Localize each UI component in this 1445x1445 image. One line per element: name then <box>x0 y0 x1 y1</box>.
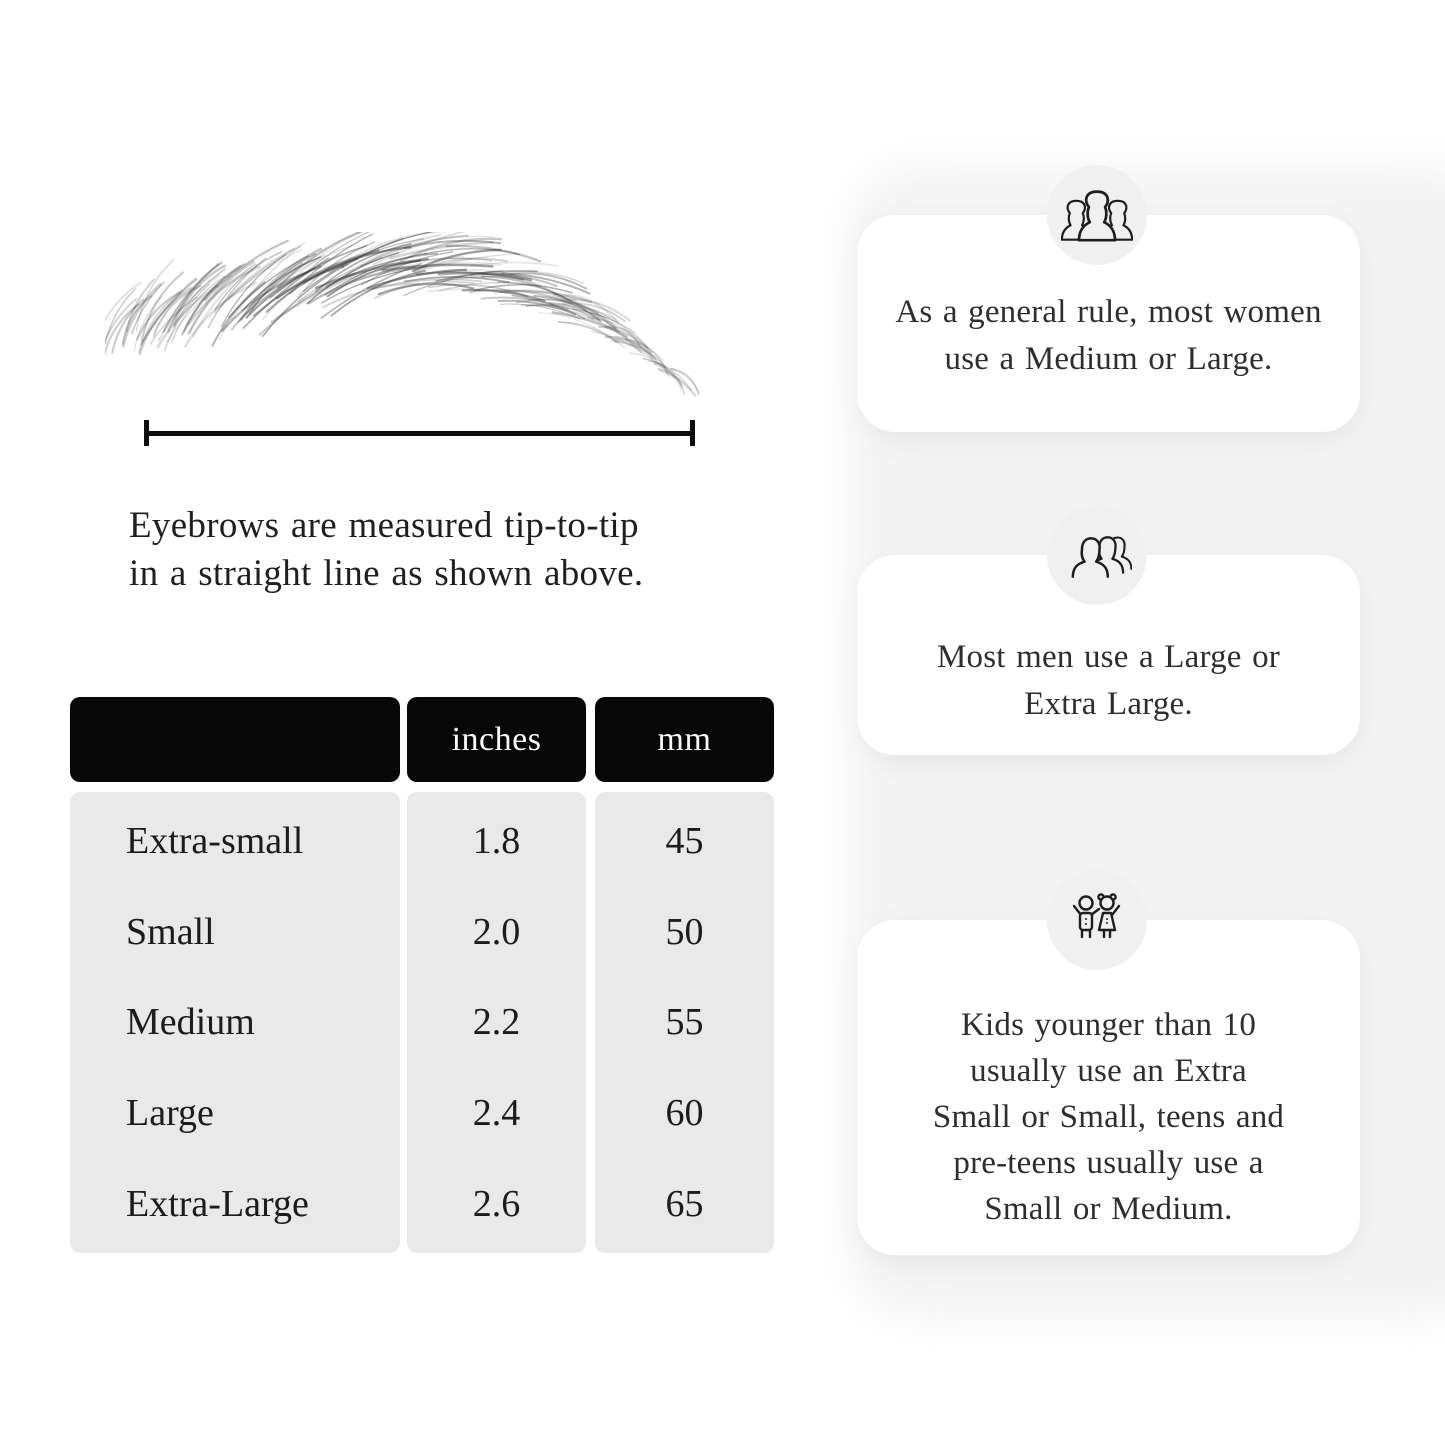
inches-cell: 2.0 <box>472 910 521 953</box>
card-text-line: Extra Large. <box>1024 686 1193 722</box>
size-cell: Small <box>126 910 215 953</box>
kids-icon <box>1067 892 1127 948</box>
card-text-line: Kids younger than 10 <box>960 1007 1257 1043</box>
table-header-size <box>70 697 400 782</box>
card-text-line: use a Medium or Large. <box>944 341 1273 377</box>
table-body-inches <box>407 792 586 1253</box>
measurement-caption <box>129 502 643 598</box>
size-cell: Extra-Large <box>126 1182 309 1225</box>
card-text-line: As a general rule, most women <box>895 294 1322 330</box>
table-header-mm: mm <box>595 697 774 782</box>
table-body-size <box>70 792 400 1253</box>
caption-line-1: Eyebrows are measured tip-to-tip <box>129 505 639 546</box>
mm-cell: 60 <box>665 1092 704 1135</box>
card-text-line: usually use an Extra <box>970 1053 1247 1089</box>
icon-circle-kids <box>1047 870 1147 970</box>
caption-line-2: in a straight line as shown above. <box>129 553 644 594</box>
size-cell: Large <box>126 1092 214 1135</box>
measurement-line <box>144 420 695 446</box>
table-header-inches: inches <box>407 697 586 782</box>
card-text <box>857 289 1360 383</box>
eyebrow-illustration <box>105 232 705 397</box>
inches-cell: 2.4 <box>472 1092 521 1135</box>
mm-cell: 65 <box>665 1182 704 1225</box>
icon-circle-men <box>1047 505 1147 605</box>
inches-cell: 2.2 <box>472 1001 521 1044</box>
card-text-line: Most men use a Large or <box>937 639 1280 675</box>
mm-cell: 45 <box>665 820 704 863</box>
card-text <box>857 634 1360 728</box>
card-text-line: pre-teens usually use a <box>953 1145 1264 1181</box>
women-group-icon <box>1061 186 1133 244</box>
card-text-line: Small or Medium. <box>984 1191 1233 1227</box>
size-cell: Medium <box>126 1001 255 1044</box>
card-text <box>857 1002 1360 1232</box>
size-cell: Extra-small <box>126 820 304 863</box>
inches-cell: 2.6 <box>472 1182 521 1225</box>
table-body-mm <box>595 792 774 1253</box>
measurement-bar <box>149 431 690 436</box>
inches-cell: 1.8 <box>472 820 521 863</box>
mm-cell: 50 <box>665 910 704 953</box>
measurement-tick-right <box>690 420 695 446</box>
icon-circle-women <box>1047 165 1147 265</box>
mm-cell: 55 <box>665 1001 704 1044</box>
men-group-icon <box>1062 528 1132 582</box>
card-text-line: Small or Small, teens and <box>932 1099 1285 1135</box>
info-card-kids <box>857 920 1360 1255</box>
